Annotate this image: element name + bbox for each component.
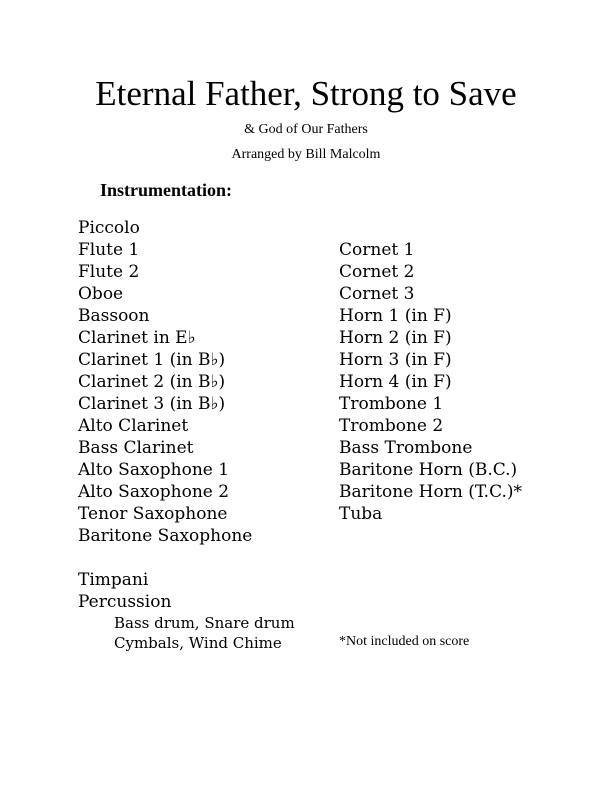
instrument-item: Flute 1	[78, 240, 140, 260]
footnote: *Not included on score	[339, 634, 470, 649]
instrument-item: Horn 2 (in F)	[339, 328, 452, 348]
instrument-item: Baritone Horn (B.C.)	[339, 460, 518, 480]
instrument-item: Baritone Horn (T.C.)*	[339, 482, 523, 502]
instrument-item: Tuba	[339, 504, 383, 524]
instrument-item: Oboe	[78, 284, 124, 304]
instrument-item: Cornet 1	[339, 240, 415, 260]
instrument-item: Cornet 2	[339, 262, 415, 282]
woodwinds-list	[78, 217, 252, 547]
instrument-item: Cornet 3	[339, 284, 415, 304]
instrument-item: Clarinet in E♭	[78, 328, 196, 348]
percussion-section-list	[78, 569, 171, 613]
instrument-item: Piccolo	[78, 218, 140, 238]
instrument-item: Trombone 1	[339, 394, 444, 414]
instrument-item: Percussion	[78, 592, 172, 612]
instrument-item: Baritone Saxophone	[78, 526, 253, 546]
instrument-item: Horn 4 (in F)	[339, 372, 452, 392]
instrument-item: Horn 3 (in F)	[339, 350, 452, 370]
instrument-item: Tenor Saxophone	[78, 504, 228, 524]
brass-list	[339, 239, 522, 525]
instrument-item: Trombone 2	[339, 416, 444, 436]
percussion-subitem: Bass drum, Snare drum	[114, 614, 295, 632]
instrument-item: Bassoon	[78, 306, 150, 326]
instrument-item: Bass Clarinet	[78, 438, 194, 458]
instrument-item: Clarinet 2 (in B♭)	[78, 372, 226, 392]
instrument-item: Flute 2	[78, 262, 140, 282]
instrument-item: Timpani	[78, 570, 149, 590]
instrument-item: Alto Clarinet	[78, 416, 189, 436]
subtitle: & God of Our Fathers	[244, 122, 368, 137]
instrument-item: Horn 1 (in F)	[339, 306, 452, 326]
instrumentation-heading: Instrumentation:	[100, 180, 233, 200]
instrument-item: Bass Trombone	[339, 438, 473, 458]
instrument-item: Alto Saxophone 1	[78, 460, 230, 480]
page-title: Eternal Father, Strong to Save	[95, 74, 517, 113]
instrument-item: Clarinet 3 (in B♭)	[78, 394, 226, 414]
percussion-instruments-list	[114, 613, 295, 653]
instrument-item: Clarinet 1 (in B♭)	[78, 350, 226, 370]
instrument-item: Alto Saxophone 2	[78, 482, 230, 502]
arranger-credit: Arranged by Bill Malcolm	[231, 147, 381, 162]
percussion-subitem: Cymbals, Wind Chime	[114, 634, 282, 652]
